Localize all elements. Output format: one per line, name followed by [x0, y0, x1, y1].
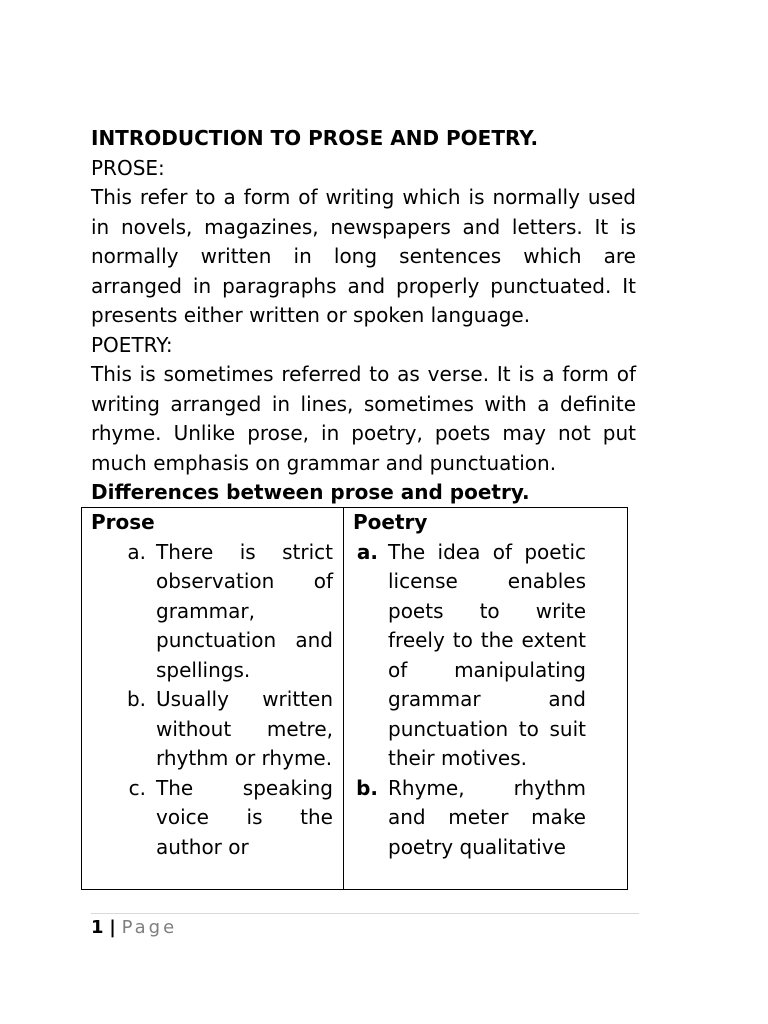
list-item-text: There is strict observation of grammar, punctuation and spellings.	[156, 539, 333, 682]
document-body	[91, 124, 636, 508]
list-marker: a.	[356, 539, 378, 564]
poetry-column	[344, 508, 627, 889]
poetry-column-header: Poetry	[353, 510, 428, 534]
footer-divider	[91, 913, 639, 914]
list-item	[82, 538, 343, 686]
list-item-text: Usually written without metre, rhythm or rhyme.	[156, 687, 333, 770]
list-item-text: Rhyme, rhythm and meter make poetry qualitative	[388, 775, 586, 859]
page-number: 1	[91, 917, 104, 938]
prose-paragraph: This refer to a form of writing which is normally used in novels, magazines, newspapers and letters. It is normally written in long sentences which are arranged in paragraphs and properly punctuated. It presents either written or spoken language.	[91, 185, 636, 327]
prose-label: PROSE:	[91, 155, 165, 180]
list-item-text: The idea of poetic license enables poets to write freely to the extent of manipulating grammar and punctuation to suit their motives.	[388, 539, 586, 770]
footer-separator: |	[109, 917, 116, 938]
poetry-paragraph: This is sometimes referred to as verse. It is a form of writing arranged in lines, sometimes with a definite rhyme. Unlike prose, in poetry, poets may not put much emphasis on grammar and punctuation.	[91, 362, 636, 475]
page-word: Page	[121, 917, 178, 938]
list-item	[344, 774, 627, 863]
list-marker: b.	[126, 687, 146, 711]
list-marker: c.	[128, 775, 146, 800]
document-title: INTRODUCTION TO PROSE AND POETRY.	[91, 126, 539, 150]
page-footer	[91, 915, 177, 941]
list-item-text: The speaking voice is the author or	[156, 775, 333, 859]
list-marker: b.	[356, 775, 378, 800]
list-item	[82, 774, 343, 863]
list-item	[82, 685, 343, 774]
poetry-label: POETRY:	[91, 332, 173, 357]
list-marker: a.	[127, 539, 146, 564]
differences-heading: Differences between prose and poetry.	[91, 480, 530, 504]
list-item	[344, 538, 627, 774]
prose-column	[82, 508, 344, 889]
prose-column-header: Prose	[91, 510, 155, 534]
differences-table	[81, 507, 628, 890]
